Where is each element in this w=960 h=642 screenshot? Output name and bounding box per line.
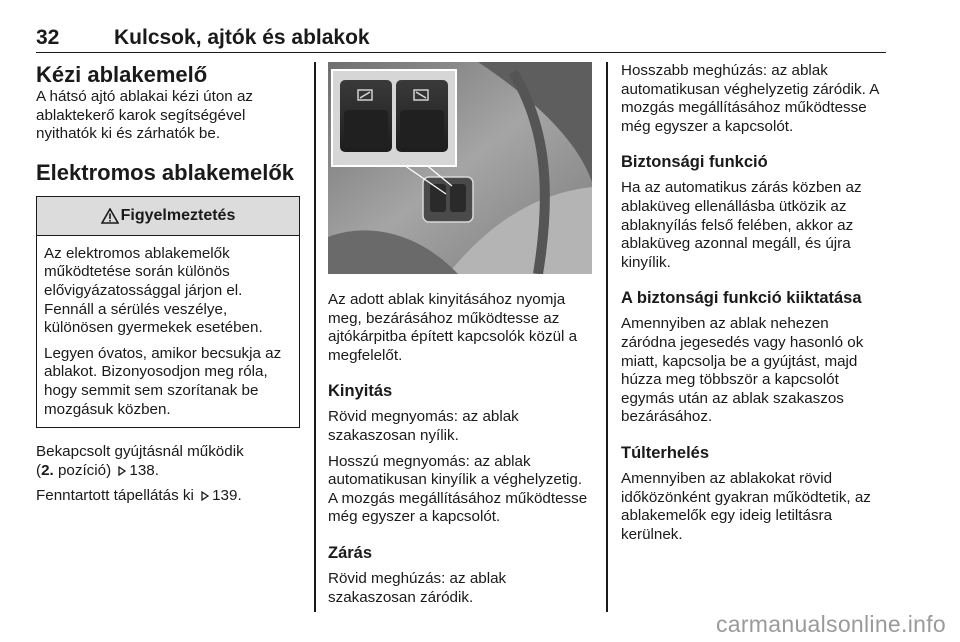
opening-paragraph: Hosszú megnyomás: az ablak automatikusan kinyílik a véghelyzetig. A mozgás megállításához működtesse még egyszer a kapcsolót.	[328, 452, 588, 526]
ignition-position-label: pozíció)	[53, 461, 112, 479]
closing-paragraph: Hosszabb meghúzás: az ablak automatikusan véghelyzetig záródik. A mozgás megállításához működtesse még egyszer a kapcsolót.	[621, 62, 879, 135]
warning-paragraph: Legyen óvatos, amikor becsukja az ablakot. Bizonyosodjon meg róla, hogy semmit sem szorítanak be mozgásuk közben.	[44, 344, 282, 418]
warning-box	[36, 196, 300, 428]
figure-caption: Az adott ablak kinyitásához nyomja meg, bezárásához működtesse az ajtókárpitba épített kapcsolók közül a megfelelőt.	[328, 291, 578, 364]
page-header	[36, 26, 886, 53]
watermark: carmanualsonline.info	[715, 611, 946, 637]
overload-paragraph: Amennyiben az ablakokat rövid időközönként gyakran működtetik, az ablakemelők egy ideig letiltásra kerülnek.	[621, 469, 871, 543]
column-left	[36, 62, 300, 506]
overload-title: Túlterhelés	[621, 443, 710, 462]
warning-body	[37, 236, 299, 427]
opening-title: Kinyitás	[328, 382, 393, 401]
page-number: 32	[36, 26, 60, 49]
retained-power-page-ref[interactable]: 139.	[212, 487, 242, 505]
column-divider	[606, 62, 608, 612]
safety-function-title: Biztonsági funkció	[621, 153, 768, 172]
ignition-text: Bekapcsolt gyújtásnál működik	[36, 443, 244, 461]
column-middle	[328, 62, 593, 607]
safety-function-paragraph: Ha az automatikus zárás közben az ablaküveg ellenállásba ütközik az ablaknyílás felső felében, akkor az ablaküveg azonnal megáll, és újra kinyílik.	[621, 179, 862, 271]
manual-window-intro: A hátsó ajtó ablakai kézi úton az ablaktekerő karok segítségével nyithatók ki és zárhatók be.	[36, 88, 253, 143]
closing-title: Zárás	[328, 543, 373, 562]
safety-override-title: A biztonsági funkció kiiktatása	[621, 289, 862, 308]
page-reference-icon	[200, 488, 210, 498]
warning-heading: Figyelmeztetés	[120, 206, 236, 224]
manual-window-title: Kézi ablakemelő	[36, 62, 208, 87]
ignition-position: 2.	[41, 461, 54, 479]
warning-header	[37, 197, 299, 236]
opening-paragraph: Rövid megnyomás: az ablak szakaszosan nyílik.	[328, 408, 519, 444]
retained-power-text: Fenntartott tápellátás ki	[36, 487, 194, 505]
door-panel-illustration	[328, 62, 592, 274]
column-right	[621, 62, 887, 544]
electric-windows-title: Elektromos ablakemelők	[36, 159, 295, 185]
ignition-page-ref[interactable]: 138.	[129, 461, 159, 479]
page-reference-icon	[117, 463, 127, 473]
ignition-note	[36, 443, 300, 480]
warning-triangle-icon	[101, 208, 119, 224]
safety-override-paragraph: Amennyiben az ablak nehezen záródna jegesedés vagy hasonló ok miatt, kapcsolja be a gyújtást, majd húzza meg többször a kapcsolót egymás után az ablak szakaszos bezárásához.	[621, 315, 864, 426]
column-divider	[314, 62, 316, 612]
chapter-title: Kulcsok, ajtók és ablakok	[114, 26, 370, 49]
closing-paragraph: Rövid meghúzás: az ablak szakaszosan záródik.	[328, 569, 507, 606]
warning-paragraph: Az elektromos ablakemelők működtetése során különös elővigyázatossággal járjon el. Fennáll a sérülés veszélye, különösen gyermekek esetében.	[44, 244, 263, 337]
retained-power-note	[36, 487, 300, 506]
ignition-paren: (	[36, 461, 42, 479]
window-switch-photo	[328, 62, 592, 274]
